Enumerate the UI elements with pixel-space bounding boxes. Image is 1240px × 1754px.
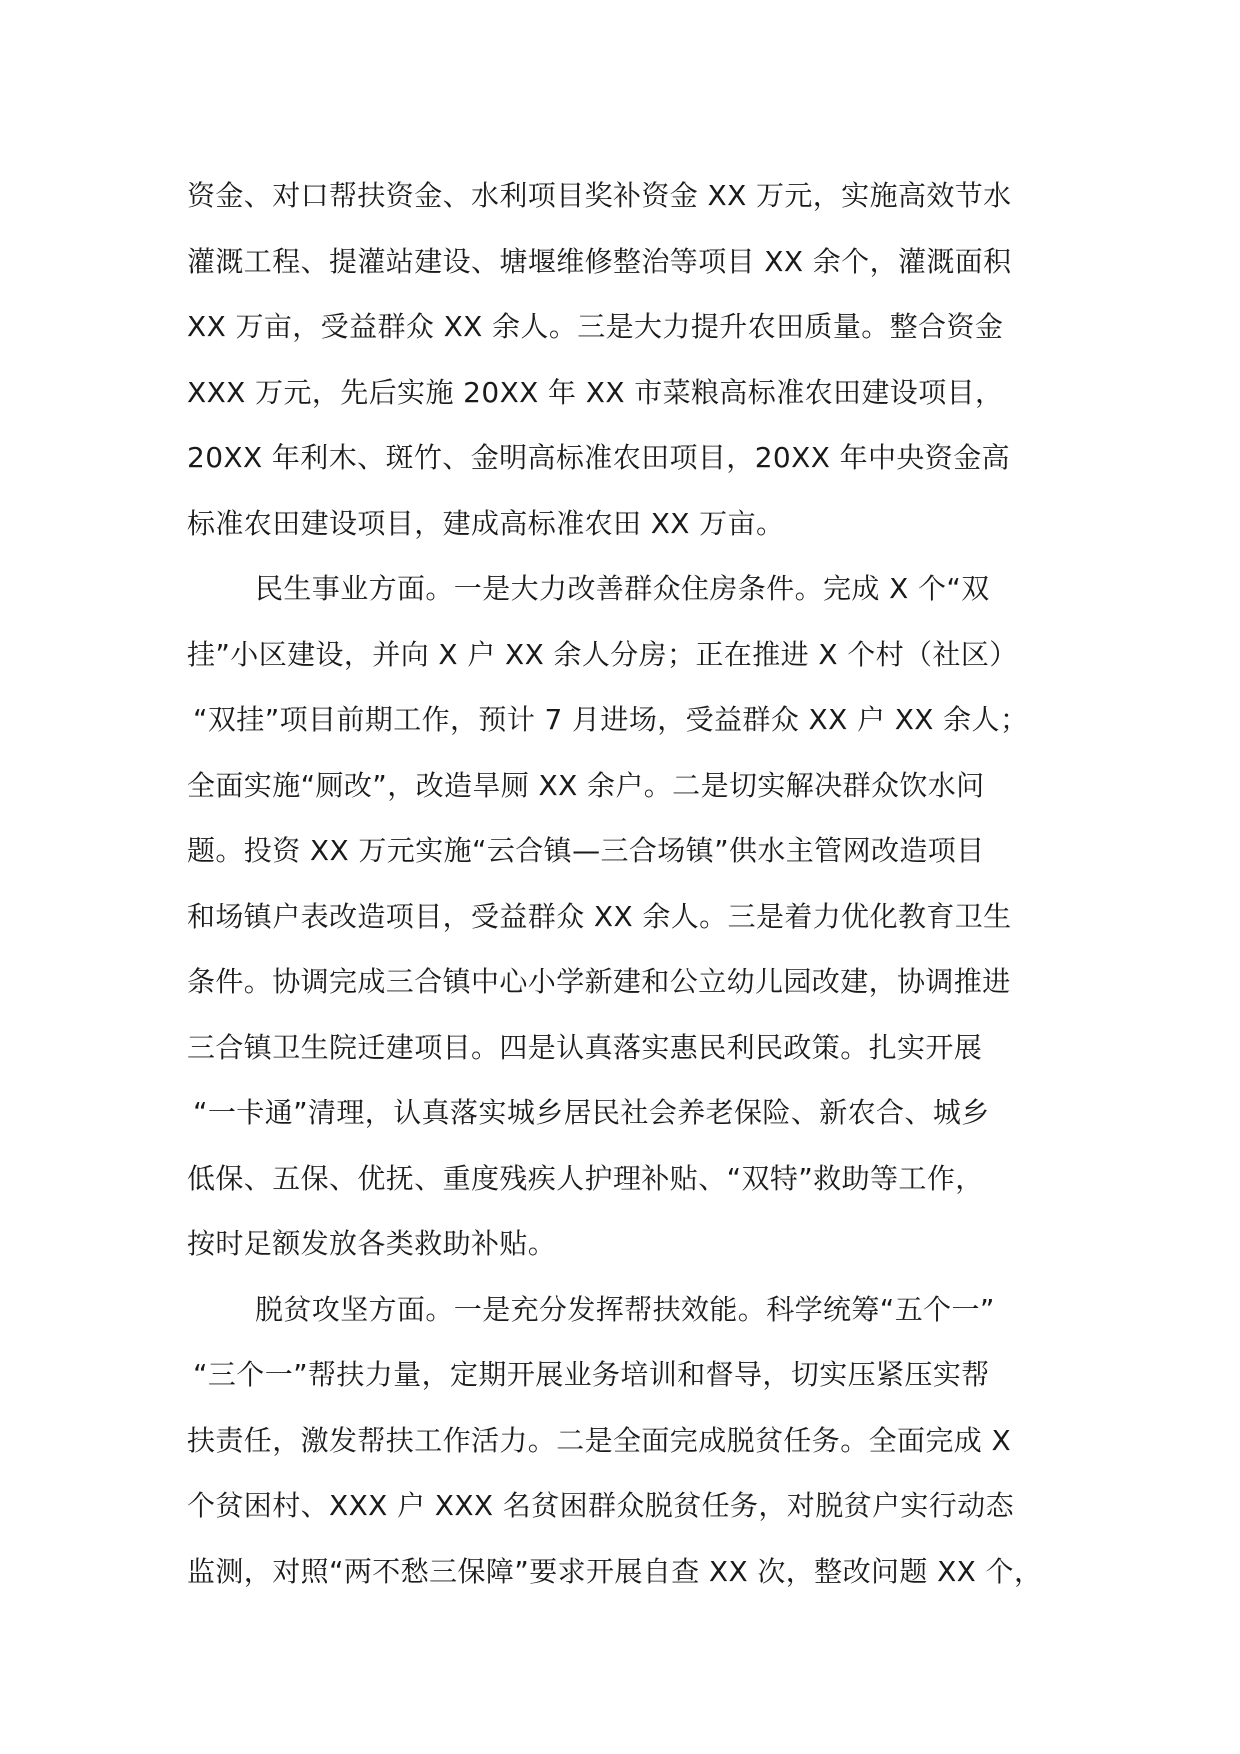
text-line: 三合镇卫生院迁建项目。四是认真落实惠民利民政策。扎实开展 — [187, 1030, 983, 1064]
text-line: “一卡通”清理，认真落实城乡居民社会养老保险、新农合、城乡 — [193, 1096, 990, 1129]
text-line: 低保、五保、优抚、重度残疾人护理补贴、“双特”救助等工作， — [187, 1161, 984, 1195]
text-line: XX 万亩，受益群众 XX 余人。三是大力提升农田质量。整合资金 — [187, 310, 1004, 343]
text-line: 个贫困村、XXX 户 XXX 名贫困群众脱贫任务，对脱贫户实行动态 — [187, 1489, 1014, 1522]
text-line: 挂”小区建设，并向 X 户 XX 余人分房；正在推进 X 个村（社区） — [187, 637, 1018, 671]
document-body — [187, 163, 1087, 1604]
text-line: 题。投资 XX 万元实施“云合镇—三合场镇”供水主管网改造项目 — [187, 834, 985, 867]
text-line: 按时足额发放各类救助补贴。 — [187, 1227, 557, 1260]
paragraph-start-line: 脱贫攻坚方面。一是充分发挥帮扶效能。科学统筹“五个一” — [255, 1292, 995, 1326]
text-line: “双挂”项目前期工作，预计 7 月进场，受益群众 XX 户 XX 余人； — [193, 703, 1029, 736]
text-line: 全面实施“厕改”，改造旱厕 XX 余户。二是切实解决群众饮水问 — [187, 768, 985, 802]
text-line: 条件。协调完成三合镇中心小学新建和公立幼儿园改建，协调推进 — [187, 965, 1011, 998]
text-line: 资金、对口帮扶资金、水利项目奖补资金 XX 万元，实施高效节水 — [187, 179, 1012, 212]
text-line: “三个一”帮扶力量，定期开展业务培训和督导，切实压紧压实帮 — [193, 1358, 990, 1391]
paragraph-start-line: 民生事业方面。一是大力改善群众住房条件。完成 X 个“双 — [255, 572, 990, 605]
text-line: 监测，对照“两不愁三保障”要求开展自查 XX 次，整改问题 XX 个， — [187, 1554, 1043, 1588]
text-line: 20XX 年利木、斑竹、金明高标准农田项目，20XX 年中央资金高 — [187, 441, 1010, 474]
text-line: XXX 万元，先后实施 20XX 年 XX 市菜粮高标准农田建设项目， — [187, 375, 1004, 409]
text-line: 扶责任，激发帮扶工作活力。二是全面完成脱贫任务。全面完成 X — [187, 1423, 1012, 1457]
text-line: 灌溉工程、提灌站建设、塘堰维修整治等项目 XX 余个，灌溉面积 — [187, 244, 1012, 278]
text-line: 标准农田建设项目，建成高标准农田 XX 万亩。 — [187, 506, 785, 540]
text-line: 和场镇户表改造项目，受益群众 XX 余人。三是着力优化教育卫生 — [187, 899, 1012, 933]
